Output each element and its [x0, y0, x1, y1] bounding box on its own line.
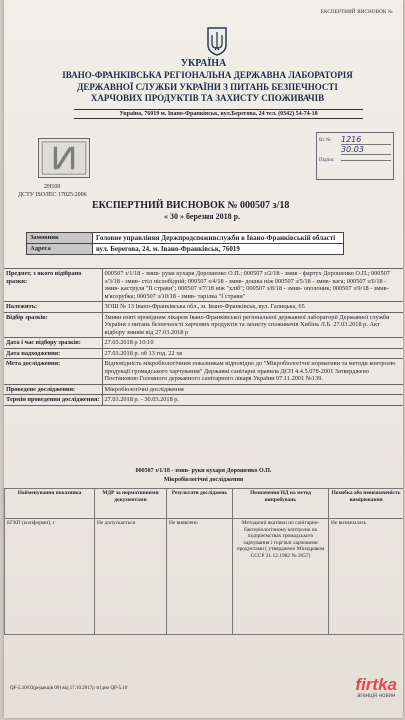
customer-address-row — [27, 244, 344, 255]
customer-address-label: Адреса — [27, 244, 93, 255]
info-row — [4, 395, 403, 406]
info-label: Належить: — [4, 302, 102, 313]
info-row — [4, 348, 403, 359]
stamp-row — [319, 135, 391, 145]
customer-table — [26, 232, 344, 255]
results-table — [4, 488, 403, 635]
info-row — [4, 302, 403, 313]
info-table — [4, 268, 403, 406]
customer-label: Замовник — [27, 233, 93, 244]
org-line: ХАРЧОВИХ ПРОДУКТІВ ТА ЗАХИСТУ СПОЖИВАЧІВ — [90, 93, 325, 103]
org-line: ІВАНО-ФРАНКІВСЬКА РЕГІОНАЛЬНА ДЕРЖАВНА ЛАБОРАТОРІЯ — [62, 70, 353, 80]
watermark-name: firtka — [355, 675, 397, 694]
accreditation-logo-icon — [38, 138, 90, 178]
info-label: Мета дослідження: — [4, 359, 102, 385]
stamp-label: Вх № — [319, 137, 331, 143]
customer-value: Головне управління Держпродспоживслужби в Івано-Франківській області — [93, 233, 344, 244]
form-footer: QF-5.10/03(редакція 06) від 17.10.2017р згідно QP-5.10 — [10, 686, 128, 691]
results-row — [5, 519, 404, 635]
document-date: « 30 » березня 2018 р. — [164, 212, 241, 221]
info-value: Мікробіологічні дослідження — [102, 384, 403, 395]
info-label: Предмет, з якого відібрано зразки: — [4, 269, 102, 302]
results-header-cell: Найменування показника — [5, 489, 95, 519]
info-row — [4, 384, 403, 395]
info-value: Змиви взяті провідним лікарем Івано-Франківської регіональної державної лабораторії Державної служби України з питань безпечності харчових продуктів та захисту споживачів Хибінь Л.Б. 27.03.2018 р. Акт відбору змивів від 27.03.2018 р — [102, 312, 403, 338]
results-header-row — [5, 489, 404, 519]
info-row — [4, 269, 403, 302]
info-value: 000507 з/1/18 - змив- руки кухаря Дорошенко О.П.; 000507 з/2/18 - змив - фартух Дорошенко О.П.; 000507 з/3/18 - змив- стіл післобідній; 000507 з/4/18 - змив- дошка ніж 000507 з/5/18 - змив- вага; 000507 з/6/18 - змив- каструля "ІІ страви"; 000507 з/7/18 ніж "хліб"; 000507 з/8/18 - змив- ополоник; 000507 з/9/18 - змив- м'ясорубка; 000507 з/10/18 - змив- тарілка "І страви" — [102, 269, 403, 302]
org-line: ДЕРЖАВНОЇ СЛУЖБИ УКРАЇНИ З ПИТАНЬ БЕЗПЕЧНОСТІ — [77, 81, 338, 92]
sample-heading: 000507 з/1/18 - змив- руки кухаря Дорошенко О.П. — [135, 468, 272, 474]
stamp-value: 1216 — [341, 135, 391, 145]
results-header-cell: Результати досліджень — [167, 489, 233, 519]
results-cell: Методичні вказівки по санітарно-бактеріологічному контролю на підприємствах громадського харчування і торгівлі харчовими продуктами ( утверджено Мінздравом СССР 31.12.1982 № 2657) — [233, 519, 329, 635]
results-header-cell: Похибка або невизначеність вимірювання — [329, 489, 404, 519]
registration-stamp — [316, 132, 394, 180]
document-sheet — [4, 0, 403, 718]
sample-subheading: Мікробіологічні дослідження — [163, 477, 244, 483]
info-label: Дата і час відбору зразків: — [4, 338, 102, 349]
watermark — [355, 676, 397, 699]
info-row — [4, 359, 403, 385]
results-header-cell: Позначення НД на метод випробувань — [233, 489, 329, 519]
results-cell: Не визначалась — [329, 519, 404, 635]
stamp-value: 30.03 — [341, 145, 391, 155]
stamp-row — [319, 145, 391, 155]
info-label: Дата надходження: — [4, 348, 102, 359]
info-label: Проведене дослідження: — [4, 384, 102, 395]
stamp-value — [341, 160, 391, 161]
info-value: 27.03.2018 р 10:10 — [102, 338, 403, 349]
document-title: ЕКСПЕРТНИЙ ВИСНОВОК № 000507 з/18 — [92, 200, 290, 211]
coat-of-arms-icon — [206, 26, 228, 56]
top-note: ЕКСПЕРТНИЙ ВИСНОВОК № — [320, 10, 393, 15]
stamp-label: Підпис — [319, 157, 335, 163]
results-cell: БГКП (коліформи), г — [5, 519, 95, 635]
info-value: 27.03.2018 р. об 13 год. 22 хв — [102, 348, 403, 359]
info-value: 27.03.2018 р. - 30.03.2018 р. — [102, 395, 403, 406]
watermark-sub: агенція новин — [357, 693, 396, 699]
results-cell: Не виявлено — [167, 519, 233, 635]
info-value: Відповідність мікробіологічним показникам відповідно до "Мікробіологічні нормативи та методи контролю продукції громадського харчування" Державні санітарні правила ДСП 4.4.5.078-2001 Затверджено Постановою Головного державного санітарного лікаря України 07.11.2001 №139. — [102, 359, 403, 385]
stamp-row — [319, 155, 391, 165]
country-title: УКРАЇНА — [180, 58, 227, 69]
results-cell: Не допускається — [95, 519, 167, 635]
info-row — [4, 338, 403, 349]
results-header-cell: МДР за нормативними документами — [95, 489, 167, 519]
customer-row — [27, 233, 344, 244]
info-label: Термін проведення дослідження: — [4, 395, 102, 406]
organization-name — [44, 70, 371, 105]
accreditation-standard: ДСТУ ISO/IEC 17025:2006 — [18, 192, 87, 198]
info-label: Відбір зразків: — [4, 312, 102, 338]
info-value: ЗОШ № 13 Івано-Франківська обл., м. Івано-Франківськ, вул. Галицька, 65 — [102, 302, 403, 313]
accreditation-code: 2Н100 — [44, 184, 61, 190]
info-row — [4, 312, 403, 338]
customer-address-value: вул. Берегова, 24, м. Івано-Франківськ, 76019 — [93, 244, 344, 255]
organization-address: Україна, 76019 м. Івано-Франківськ, вул.Берегова, 24 тел. (0342) 54-74-18 — [74, 109, 363, 119]
